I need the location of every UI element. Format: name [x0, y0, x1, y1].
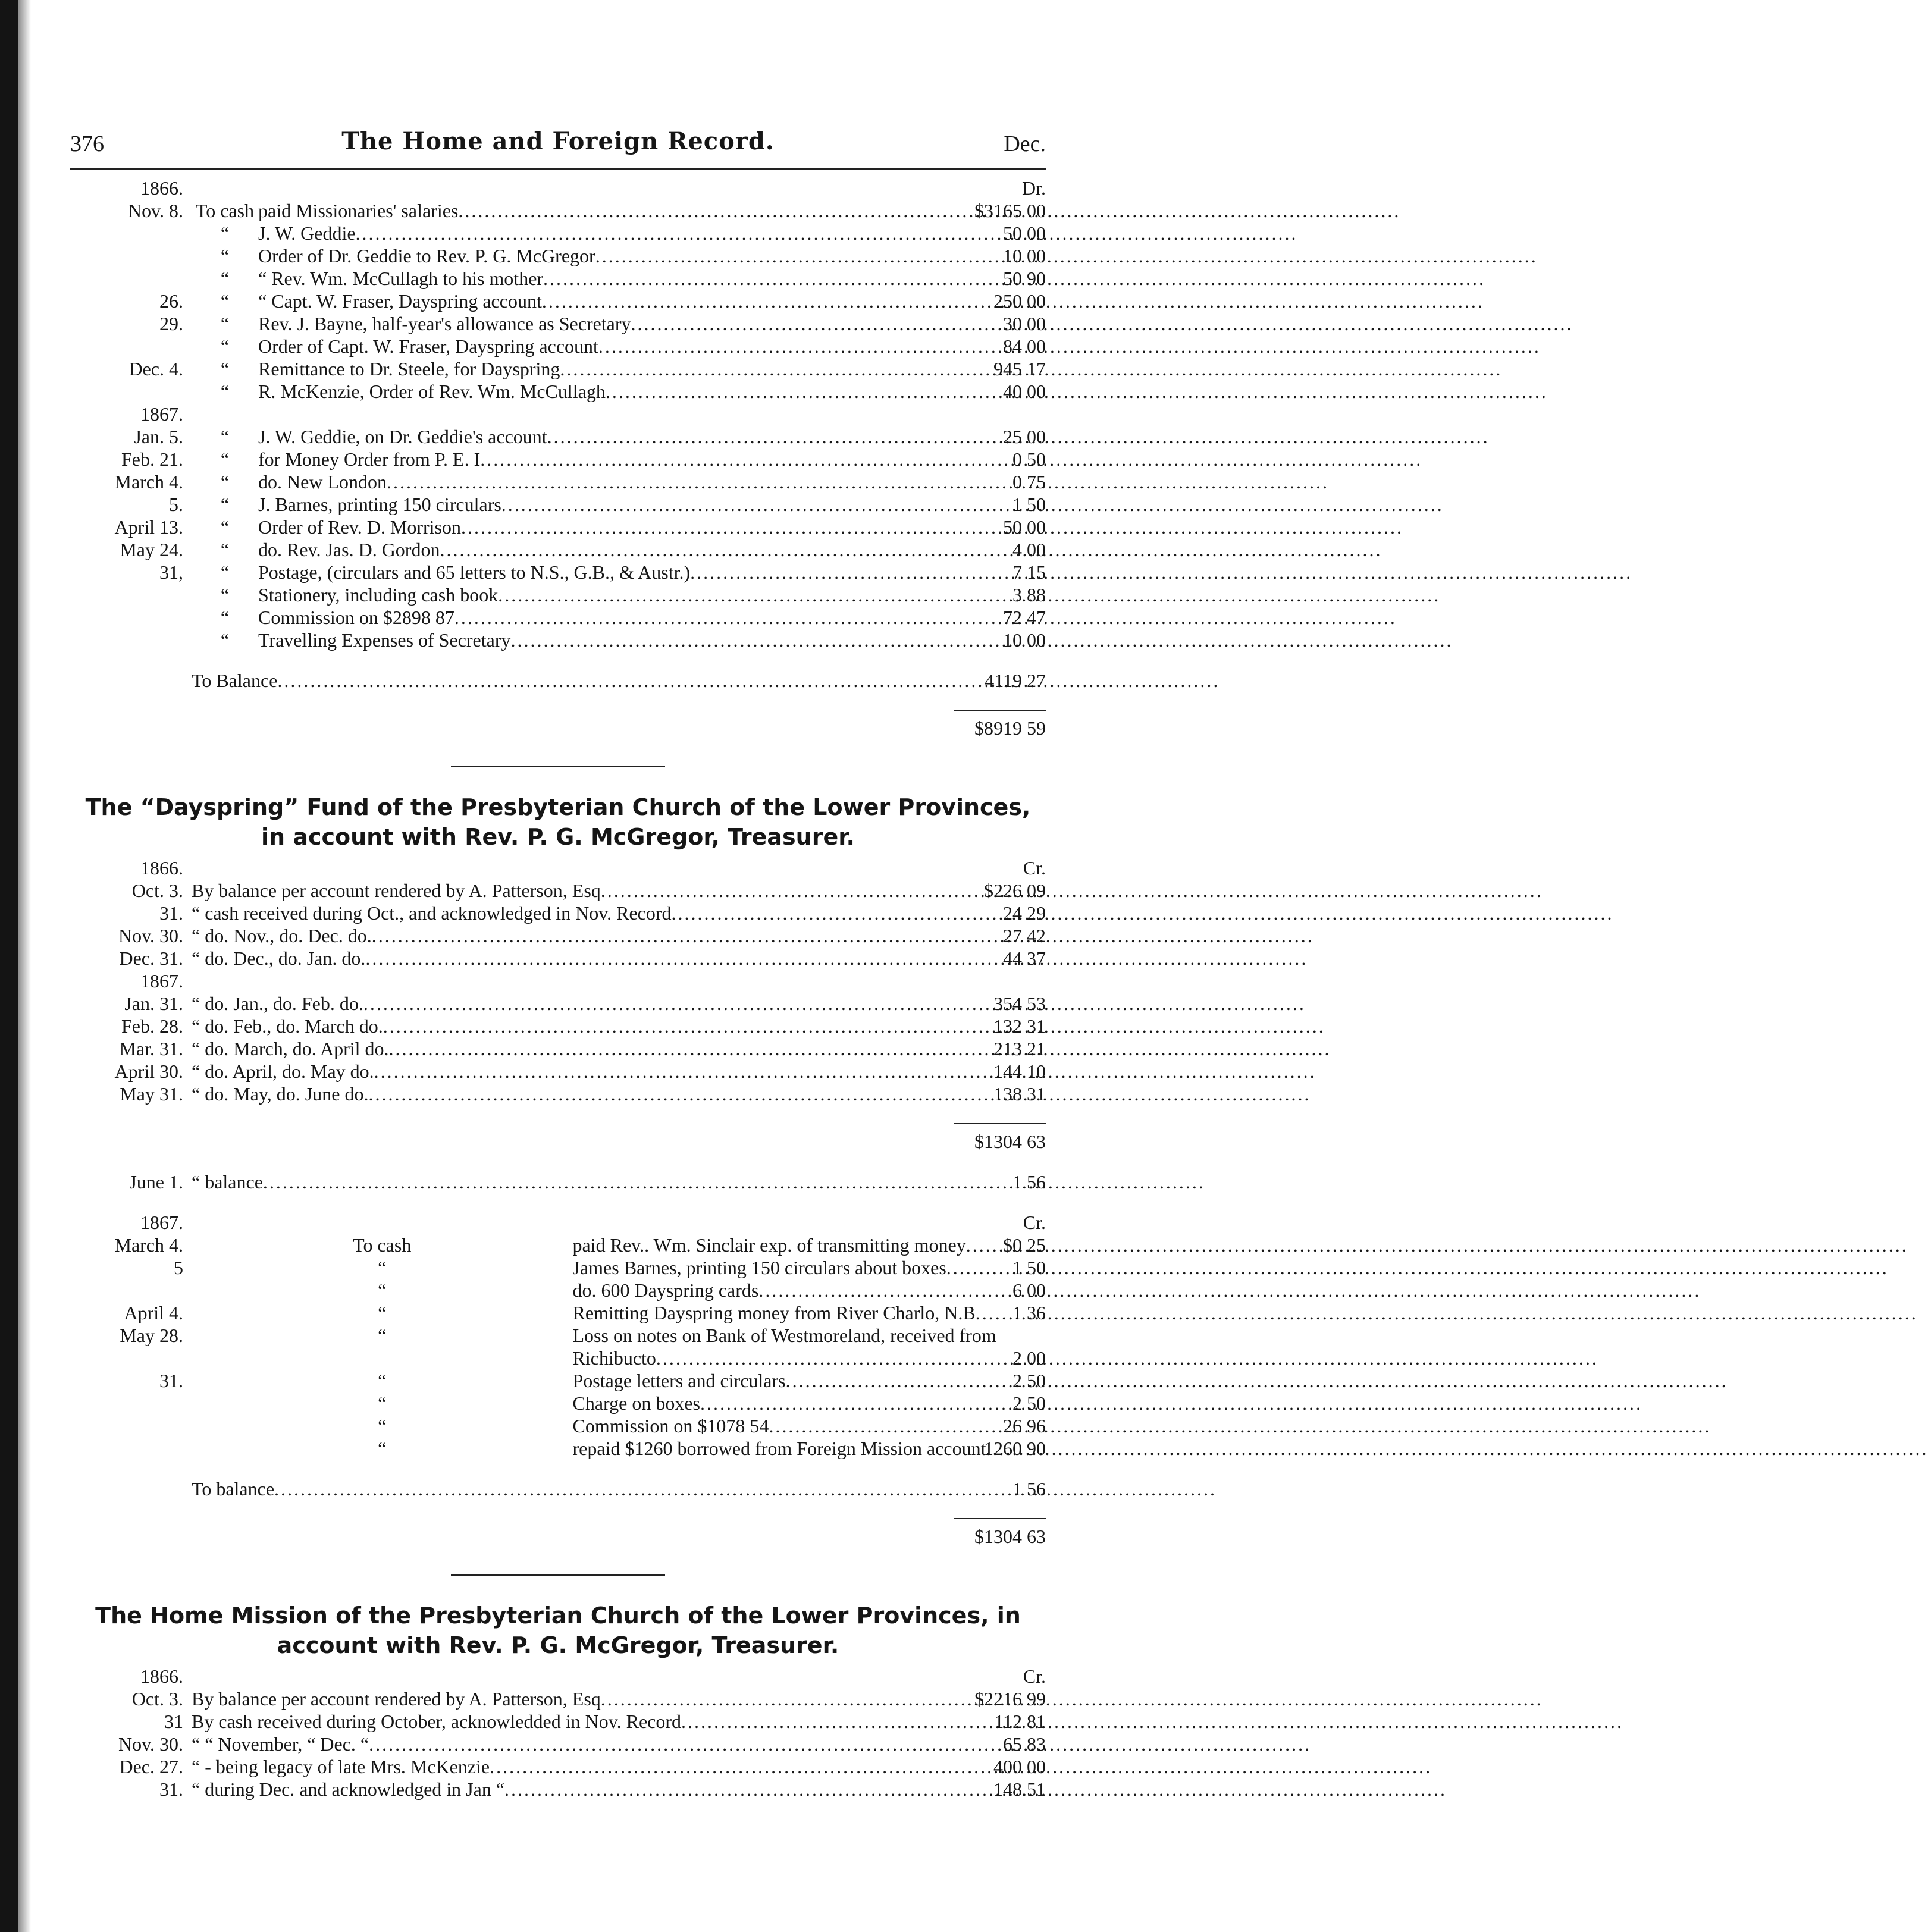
- entry-description: Richibucto: [572, 1347, 656, 1369]
- entry-description: “ Rev. Wm. McCullagh to his mother: [258, 268, 544, 289]
- entry-amount: $3165 00: [974, 200, 1046, 221]
- entry-description: Commission on $1078 54: [572, 1415, 769, 1437]
- entry-description: paid Missionaries' salaries: [258, 200, 459, 221]
- entry-amount: 6 00: [1012, 1279, 1046, 1301]
- ditto-mark: “: [220, 539, 230, 560]
- entry-date: 31.: [159, 1370, 183, 1391]
- ditto-mark: “: [378, 1257, 387, 1278]
- entry-amount: 84 00: [1003, 335, 1046, 357]
- leader-dots: [461, 516, 1403, 538]
- entry-amount: 144 10: [993, 1061, 1046, 1082]
- leader-dots: [601, 1688, 1543, 1710]
- entry-date: April 13.: [114, 516, 183, 538]
- entry-amount: 3 88: [1012, 584, 1046, 606]
- entry-date: May 31.: [120, 1083, 183, 1105]
- section2-rows-1867: [70, 992, 1046, 1105]
- leader-dots: [672, 902, 1614, 924]
- entry-date: 31.: [159, 1779, 183, 1800]
- ditto-mark: “: [220, 290, 230, 312]
- total-amount: $8919 59: [954, 710, 1046, 739]
- entry-amount: $226 09: [984, 880, 1046, 901]
- ditto-mark: “: [378, 1325, 387, 1346]
- entry-amount: $2216 99: [974, 1688, 1046, 1710]
- entry-description: Remitting Dayspring money from River Charlo, N.B: [572, 1302, 976, 1323]
- entry-date: Dec. 31.: [119, 948, 183, 969]
- ditto-mark: “: [378, 1302, 387, 1323]
- entry-amount: 24 29: [1003, 902, 1046, 924]
- entry-date: Nov. 8.: [127, 200, 183, 221]
- ledger-row: [70, 1392, 1046, 1414]
- entry-description: “ do. Dec., do. Jan. do.: [192, 948, 366, 969]
- ditto-mark: To cash: [353, 1234, 412, 1256]
- entry-description: Order of Capt. W. Fraser, Dayspring account: [258, 335, 598, 357]
- ledger-row: [70, 516, 1046, 538]
- leader-dots: [458, 199, 1400, 222]
- balance-amount: 1 56: [1012, 1478, 1046, 1500]
- entry-description: Order of Rev. D. Morrison: [258, 516, 461, 538]
- entry-date: Oct. 3.: [131, 1688, 183, 1710]
- section2-rows: [70, 879, 1046, 970]
- section1-rows: [70, 199, 1046, 403]
- entry-date: March 4.: [114, 1234, 183, 1256]
- entry-date: Dec. 27.: [119, 1756, 183, 1777]
- leader-dots: [363, 992, 1306, 1015]
- entry-amount: 0 50: [1012, 448, 1046, 470]
- issue-month: Dec.: [1004, 131, 1046, 156]
- entry-date: Nov. 30.: [118, 1733, 183, 1755]
- journal-title: The Home and Foreign Record.: [341, 127, 775, 155]
- ledger-row: [70, 425, 1046, 448]
- entry-date: 5.: [169, 494, 183, 515]
- entry-description: Charge on boxes: [572, 1392, 700, 1414]
- page-number: 376: [70, 131, 104, 156]
- balance-amount: 4119 27: [985, 670, 1046, 691]
- entry-date: 31.: [159, 902, 183, 924]
- ledger-row: [70, 924, 1046, 947]
- year-label: 1867.: [140, 970, 183, 992]
- credit-heading: Cr.: [1023, 1666, 1046, 1687]
- ledger-row: [70, 1083, 1046, 1105]
- year-label: 1866.: [140, 1666, 183, 1687]
- ditto-mark: “: [220, 494, 230, 515]
- entry-description: “ during Dec. and acknowledged in Jan “: [192, 1779, 505, 1800]
- entry-amount: 44 37: [1003, 948, 1046, 969]
- ditto-mark: To cash: [195, 200, 255, 221]
- entry-amount: 148.51: [993, 1779, 1046, 1800]
- ditto-mark: “: [220, 426, 230, 447]
- leader-dots: [510, 629, 1453, 651]
- ledger-row: [70, 1256, 1046, 1279]
- section-title-home-mission: The Home Mission of the Presbyterian Church of the Lower Provinces, in account with Rev. P. G. McGregor, Treasurer.: [95, 1602, 1021, 1658]
- leader-dots: [383, 1015, 1325, 1037]
- entry-date: [70, 1347, 192, 1369]
- entry-amount: 1260 90: [984, 1438, 1046, 1459]
- ledger-row: [70, 290, 1046, 312]
- entry-amount: 50 00: [1003, 516, 1046, 538]
- entry-description: “ do. Nov., do. Dec. do.: [192, 925, 372, 946]
- entry-date: [70, 267, 192, 290]
- leader-dots: [369, 1733, 1311, 1755]
- leader-dots: [986, 1437, 1928, 1460]
- entry-description: “ - being legacy of late Mrs. McKenzie: [192, 1756, 490, 1777]
- foreign-mission-debit-table: [70, 177, 1046, 739]
- ledger-row: [70, 629, 1046, 651]
- balance-label: To Balance: [192, 670, 278, 691]
- entry-amount: 40 00: [1003, 381, 1046, 402]
- ditto-mark: “: [220, 471, 230, 493]
- entry-description: Remittance to Dr. Steele, for Dayspring: [258, 358, 560, 380]
- entry-date: [70, 1414, 192, 1437]
- entry-amount: $0 25: [1003, 1234, 1046, 1256]
- entry-date: [70, 606, 192, 629]
- entry-amount: 30 00: [1003, 313, 1046, 334]
- entry-date: Mar. 31.: [119, 1038, 183, 1059]
- entry-date: Jan. 31.: [124, 993, 183, 1014]
- entry-date: 26.: [159, 290, 183, 312]
- entry-amount: 1 50: [1012, 1257, 1046, 1278]
- entry-description: “ balance: [192, 1171, 263, 1193]
- balance-row: [70, 669, 1046, 692]
- leader-dots: [372, 924, 1314, 947]
- entry-description: Postage letters and circulars: [572, 1370, 786, 1391]
- ditto-mark: “: [220, 629, 230, 651]
- leader-dots: [387, 471, 1329, 493]
- entry-amount: 27 42: [1003, 925, 1046, 946]
- entry-amount: 10 00: [1003, 629, 1046, 651]
- ledger-row: [70, 244, 1046, 267]
- entry-description: J. Barnes, printing 150 circulars: [258, 494, 501, 515]
- leader-dots: [631, 312, 1573, 335]
- ledger-row: [70, 471, 1046, 493]
- entry-date: Nov. 30.: [118, 925, 183, 946]
- entry-amount: 72 47: [1003, 607, 1046, 628]
- year-label: 1867.: [140, 403, 183, 425]
- leader-dots: [690, 561, 1632, 584]
- entry-amount: 1 36: [1012, 1302, 1046, 1323]
- entry-description: “ do. Feb., do. March do.: [192, 1015, 383, 1037]
- ditto-mark: “: [220, 607, 230, 628]
- leader-dots: [454, 606, 1397, 629]
- page: [70, 125, 1046, 1801]
- entry-amount: 132 31: [993, 1015, 1046, 1037]
- entry-description: “ cash received during Oct., and acknowledged in Nov. Record: [192, 902, 672, 924]
- entry-amount: 65 83: [1003, 1733, 1046, 1755]
- entry-description: repaid $1260 borrowed from Foreign Mission account: [572, 1438, 986, 1459]
- entry-date: April 4.: [124, 1302, 183, 1323]
- leader-dots: [758, 1279, 1701, 1301]
- section-title-dayspring: The “Dayspring” Fund of the Presbyterian Church of the Lower Provinces, in account with Rev. P. G. McGregor, Treasurer.: [85, 794, 1031, 850]
- entry-amount: 10 00: [1003, 245, 1046, 266]
- entry-amount: 213 21: [993, 1038, 1046, 1059]
- entry-amount: 112 81: [994, 1711, 1046, 1732]
- leader-dots: [542, 290, 1484, 312]
- leader-dots: [976, 1301, 1918, 1324]
- leader-dots: [656, 1347, 1598, 1369]
- entry-description: J. W. Geddie, on Dr. Geddie's account: [258, 426, 547, 447]
- ledger-row: [70, 1037, 1046, 1060]
- entry-amount: 25 00: [1003, 426, 1046, 447]
- ledger-row: [70, 1688, 1046, 1710]
- leader-dots: [356, 222, 1298, 244]
- entry-date: 29.: [159, 313, 183, 334]
- section-divider: [451, 766, 665, 767]
- entry-date: Feb. 21.: [121, 448, 183, 470]
- section2-payment-rows: [70, 1234, 1046, 1460]
- total-row: [70, 710, 1046, 739]
- entry-description: “ Capt. W. Fraser, Dayspring account: [258, 290, 542, 312]
- leader-dots: [946, 1256, 1889, 1279]
- leader-dots: [490, 1755, 1432, 1778]
- entry-date: [70, 244, 192, 267]
- entry-amount: 400 00: [993, 1756, 1046, 1777]
- entry-date: Jan. 5.: [134, 426, 183, 447]
- ledger-row: [70, 1324, 1046, 1347]
- section-divider: [451, 1574, 665, 1576]
- book-binding-edge: [0, 0, 18, 1932]
- year-label: 1866.: [140, 177, 183, 199]
- leader-dots: [601, 879, 1543, 902]
- leader-dots: [368, 1083, 1311, 1105]
- leader-dots: [606, 380, 1548, 403]
- entry-amount: 1 56: [1012, 1171, 1046, 1193]
- ledger-row: [70, 1414, 1046, 1437]
- ledger-row: [70, 493, 1046, 516]
- entry-description: Order of Dr. Geddie to Rev. P. G. McGregor: [258, 245, 595, 266]
- ledger-row: [70, 357, 1046, 380]
- entry-description: J. W. Geddie: [258, 222, 356, 244]
- ditto-mark: “: [378, 1370, 387, 1391]
- entry-amount: 4 00: [1012, 539, 1046, 560]
- entry-date: [70, 629, 192, 651]
- ledger-row: [70, 335, 1046, 357]
- ledger-row: [70, 538, 1046, 561]
- ledger-row: [70, 448, 1046, 471]
- ditto-mark: “: [220, 358, 230, 380]
- leader-dots: [374, 1060, 1316, 1083]
- entry-amount: 1 50: [1012, 494, 1046, 515]
- entry-date: [70, 1392, 192, 1414]
- leader-dots: [595, 244, 1538, 267]
- leader-dots: [769, 1414, 1711, 1437]
- leader-dots: [440, 538, 1382, 561]
- binding-shadow: [18, 0, 31, 1932]
- entry-description: paid Rev.. Wm. Sinclair exp. of transmitting money: [572, 1234, 966, 1256]
- entry-amount: 2 50: [1012, 1392, 1046, 1414]
- entry-date: 31,: [159, 562, 183, 583]
- credit-total-amount: $1304 63: [954, 1124, 1046, 1153]
- ditto-mark: “: [378, 1438, 387, 1459]
- entry-description: Loss on notes on Bank of Westmoreland, received from: [572, 1325, 996, 1346]
- ditto-mark: “: [220, 562, 230, 583]
- credit-total-row: [70, 1124, 1046, 1153]
- entry-date: [70, 335, 192, 357]
- entry-date: March 4.: [114, 471, 183, 493]
- entry-date: 31: [164, 1711, 183, 1732]
- ditto-mark: “: [220, 584, 230, 606]
- entry-description: By cash received during October, acknowledded in Nov. Record: [192, 1711, 682, 1732]
- ledger-row: [70, 1015, 1046, 1037]
- leader-dots: [547, 425, 1490, 448]
- ditto-mark: “: [220, 313, 230, 334]
- entry-date: 5: [174, 1257, 183, 1278]
- total-amount: $1304 63: [954, 1519, 1046, 1548]
- leader-dots: [504, 1778, 1447, 1801]
- ditto-mark: “: [220, 516, 230, 538]
- entry-date: April 30.: [114, 1061, 183, 1082]
- leader-dots: [498, 584, 1440, 606]
- ditto-mark: “: [378, 1392, 387, 1414]
- balance-row: [70, 1478, 1046, 1500]
- entry-amount: 945 17: [993, 358, 1046, 380]
- debit-heading: Dr.: [1022, 177, 1046, 199]
- entry-description: James Barnes, printing 150 circulars about boxes: [572, 1257, 946, 1278]
- entry-date: [70, 1279, 192, 1301]
- home-mission-credit-table: [70, 1665, 1046, 1801]
- ledger-row: [70, 606, 1046, 629]
- entry-date: June 1.: [129, 1171, 183, 1193]
- credit-heading: Cr.: [1023, 857, 1046, 879]
- ledger-row: [70, 267, 1046, 290]
- entry-description: By balance per account rendered by A. Patterson, Esq: [192, 1688, 601, 1710]
- ledger-row: [70, 1369, 1046, 1392]
- entry-description: do. 600 Dayspring cards: [572, 1279, 759, 1301]
- leader-dots: [560, 357, 1502, 380]
- entry-description: Postage, (circulars and 65 letters to N.S., G.B., & Austr.): [258, 562, 691, 583]
- entry-description: “ do. March, do. April do.: [192, 1038, 389, 1059]
- ditto-mark: “: [220, 268, 230, 289]
- entry-amount: 50 00: [1003, 222, 1046, 244]
- ledger-row: [70, 1710, 1046, 1733]
- entry-amount: 2 50: [1012, 1370, 1046, 1391]
- leader-dots: [966, 1234, 1908, 1256]
- ledger-row: [70, 561, 1046, 584]
- ledger-row: [70, 1301, 1046, 1324]
- entry-amount: 138 31: [993, 1083, 1046, 1105]
- leader-dots: [365, 947, 1308, 970]
- leader-dots: [786, 1369, 1728, 1392]
- entry-amount: 7 15: [1012, 562, 1046, 583]
- ledger-row: [70, 1778, 1046, 1801]
- entry-description: “ do. May, do. June do.: [192, 1083, 369, 1105]
- ledger-row: [70, 879, 1046, 902]
- leader-dots: [543, 267, 1485, 290]
- entry-description: for Money Order from P. E. I: [258, 448, 481, 470]
- leader-dots: [501, 493, 1444, 516]
- entry-description: By balance per account rendered by A. Patterson, Esq: [192, 880, 601, 901]
- entry-description: Travelling Expenses of Secretary: [258, 629, 511, 651]
- ditto-mark: “: [220, 448, 230, 470]
- entry-date: Oct. 3.: [131, 880, 183, 901]
- ditto-mark: “: [378, 1279, 387, 1301]
- credit-heading: Cr.: [1023, 1212, 1046, 1233]
- entry-date: Feb. 28.: [121, 1015, 183, 1037]
- leader-dots: [700, 1392, 1642, 1414]
- entry-date: Dec. 4.: [128, 358, 183, 380]
- ledger-row: [70, 947, 1046, 970]
- ledger-row: [70, 902, 1046, 924]
- entry-date: May 28.: [120, 1325, 183, 1346]
- entry-amount: 50 90: [1003, 268, 1046, 289]
- ledger-row: [70, 312, 1046, 335]
- ledger-row: [70, 584, 1046, 606]
- entry-date: May 24.: [120, 539, 183, 560]
- entry-description: “ do. Jan., do. Feb. do.: [192, 993, 363, 1014]
- entry-description: do. New London: [258, 471, 387, 493]
- ledger-row: [70, 1279, 1046, 1301]
- ledger-row: [70, 1733, 1046, 1755]
- leader-dots: [598, 335, 1541, 357]
- ledger-row: [70, 1347, 1046, 1369]
- section1-rows-1867: [70, 425, 1046, 651]
- running-head: [70, 125, 1046, 168]
- entry-description: Rev. J. Bayne, half-year's allowance as Secretary: [258, 313, 631, 334]
- entry-date: [70, 584, 192, 606]
- entry-amount: 26 96: [1003, 1415, 1046, 1437]
- entry-date: [70, 222, 192, 244]
- june-balance-row: [70, 1171, 1046, 1193]
- entry-date: [70, 1437, 192, 1460]
- ledger-row: [70, 1234, 1046, 1256]
- ledger-row: [70, 992, 1046, 1015]
- ledger-row: [70, 199, 1046, 222]
- ditto-mark: [192, 1347, 573, 1369]
- entry-description: “ do. April, do. May do.: [192, 1061, 374, 1082]
- entry-description: R. McKenzie, Order of Rev. Wm. McCullagh: [258, 381, 606, 402]
- entry-description: “ “ November, “ Dec. “: [192, 1733, 369, 1755]
- entry-amount: 354 53: [993, 993, 1046, 1014]
- entry-description: Commission on $2898 87: [258, 607, 454, 628]
- ledger-row: [70, 1755, 1046, 1778]
- year-label: 1866.: [140, 857, 183, 879]
- entry-description: do. Rev. Jas. D. Gordon: [258, 539, 440, 560]
- leader-dots: [389, 1037, 1331, 1060]
- entry-amount: 250 00: [993, 290, 1046, 312]
- ditto-mark: “: [220, 381, 230, 402]
- entry-amount: 0 75: [1012, 471, 1046, 493]
- section3-rows: [70, 1688, 1046, 1801]
- total-row: [70, 1519, 1046, 1548]
- entry-date: [70, 380, 192, 403]
- entry-description: Stationery, including cash book: [258, 584, 499, 606]
- dayspring-credit-table: [70, 857, 1046, 1548]
- ditto-mark: “: [378, 1415, 387, 1437]
- ditto-mark: “: [220, 335, 230, 357]
- ledger-row: [70, 1437, 1046, 1460]
- entry-amount: 2 00: [1012, 1347, 1046, 1369]
- ledger-row: [70, 222, 1046, 244]
- ditto-mark: “: [220, 245, 230, 266]
- ledger-row: [70, 380, 1046, 403]
- ditto-mark: “: [220, 222, 230, 244]
- header-rule: [70, 168, 1046, 170]
- ledger-row: [70, 1060, 1046, 1083]
- leader-dots: [681, 1710, 1623, 1733]
- balance-label: To balance: [192, 1478, 275, 1500]
- leader-dots: [480, 448, 1422, 471]
- year-label: 1867.: [140, 1212, 183, 1233]
